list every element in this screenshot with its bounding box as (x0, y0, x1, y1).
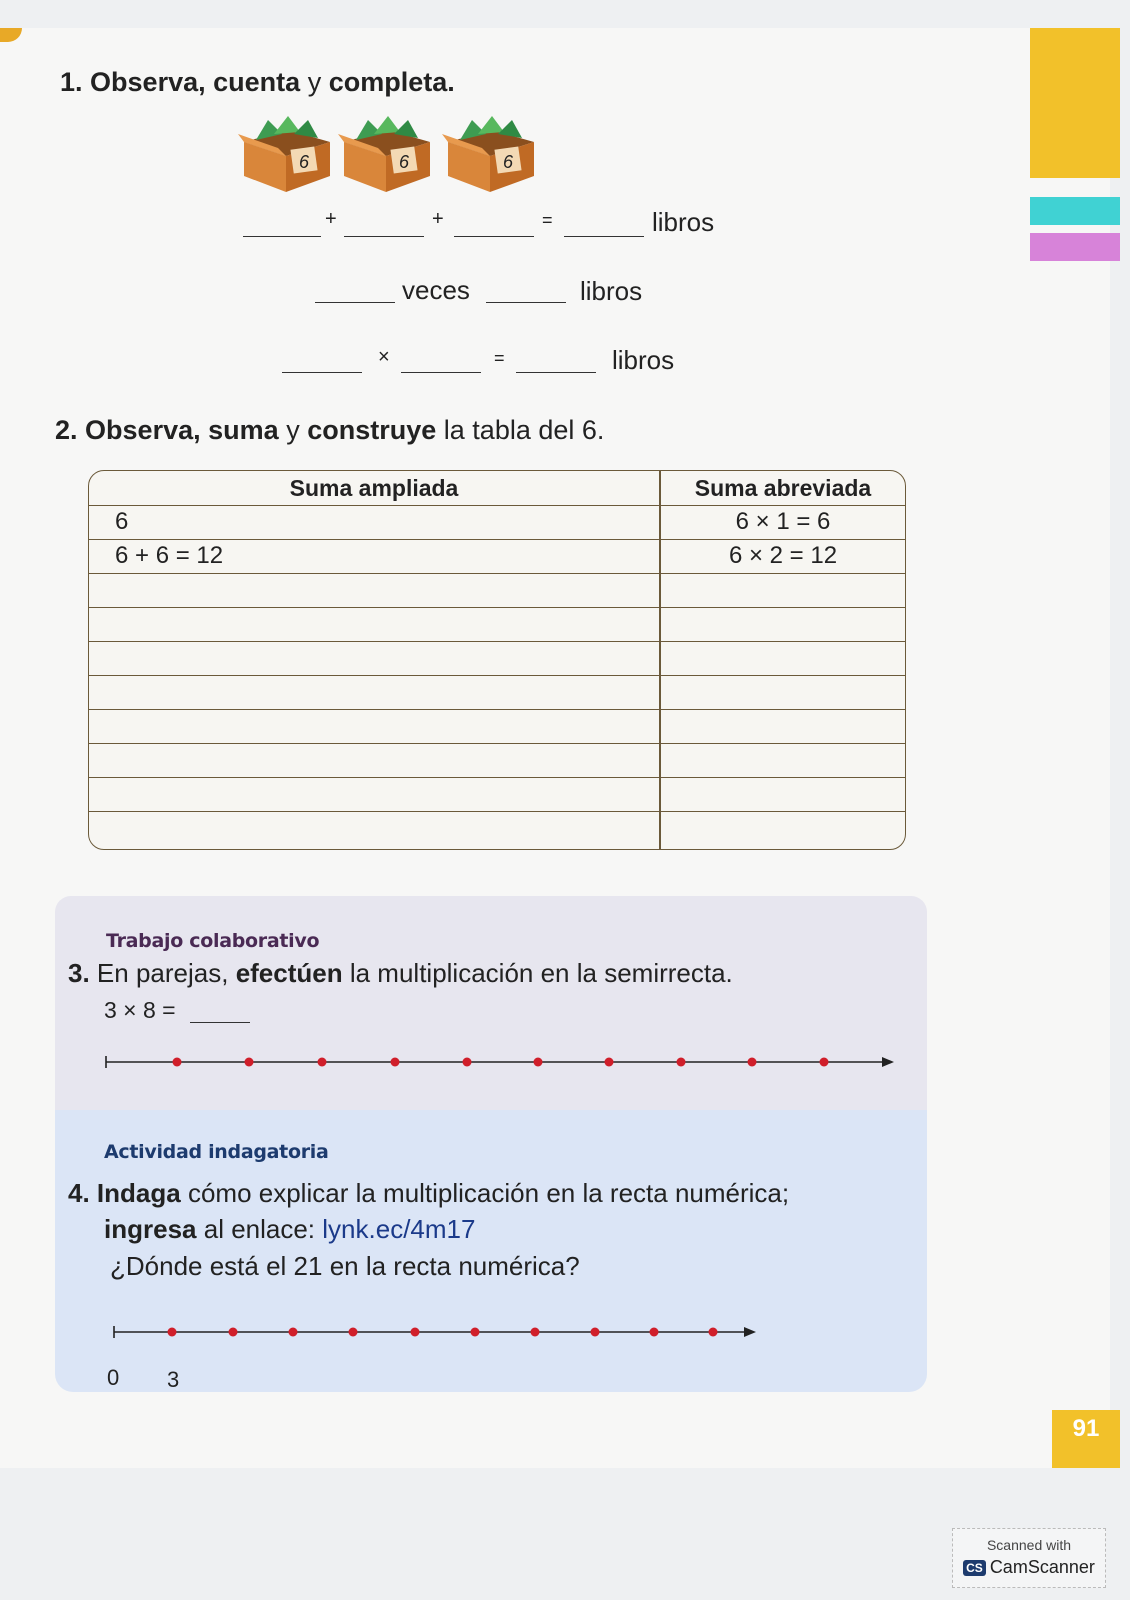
q3-line-dot (820, 1058, 829, 1067)
book-box-3 (442, 112, 538, 194)
q3-label: Trabajo colaborativo (106, 930, 320, 952)
camscanner-line2: CamScanner (989, 1557, 1095, 1577)
q3-line-dot (391, 1058, 400, 1067)
table-rule (89, 675, 905, 676)
q1-row2-unit: libros (580, 276, 643, 306)
camscanner-badge (952, 1528, 1106, 1588)
q3-line-dot (245, 1058, 254, 1067)
q1-title-part2: cuenta (213, 67, 301, 97)
svg-text:6: 6 (502, 152, 514, 172)
q2-title-part4: construye (307, 415, 437, 445)
q1-row3-equals: = (494, 348, 505, 368)
q1-row1-blank1[interactable] (243, 236, 321, 237)
svg-text:6: 6 (398, 152, 410, 172)
q3-number-line (104, 1052, 904, 1072)
q1-row1-unit: libros (652, 207, 715, 237)
q4-line-dot (709, 1328, 718, 1337)
side-tab-cyan (1030, 197, 1120, 225)
q4-line-dot (531, 1328, 540, 1337)
q1-row1-equals: = (542, 210, 553, 230)
q4-link[interactable]: lynk.ec/4m17 (322, 1214, 476, 1244)
q3-line-dot (173, 1058, 182, 1067)
collaborative-work-panel (55, 896, 927, 1110)
book-box-2 (338, 112, 434, 194)
q1-row3-times: × (378, 346, 390, 368)
side-tab-yellow (1030, 28, 1120, 178)
q1-row1-plus1: + (325, 208, 337, 230)
table-of-6 (88, 470, 906, 850)
q1-row1-blank2[interactable] (344, 236, 424, 237)
q2-number: 2. (55, 415, 78, 445)
table-header-abbreviated: Suma abreviada (694, 475, 872, 501)
q2-heading (55, 414, 604, 446)
page-number: 91 (1052, 1410, 1120, 1468)
q2-title-part5: la tabla del 6. (443, 415, 605, 445)
q1-title-part4: completa. (328, 67, 455, 97)
q4-line-dot (229, 1328, 238, 1337)
q1-row2-blank1[interactable] (315, 302, 395, 303)
q4-line2-mid: al enlace: (203, 1214, 316, 1244)
q1-row2-word: veces (402, 275, 470, 305)
q4-number-line (112, 1322, 772, 1342)
q3-line-dot (534, 1058, 543, 1067)
table-rule (89, 777, 905, 778)
q1-row3-blank1[interactable] (282, 372, 362, 373)
q3-statement (68, 957, 733, 989)
q3-text-part2: la multiplicación en la semirrecta. (349, 958, 733, 988)
q4-line1 (68, 1177, 789, 1209)
q3-line-dot (605, 1058, 614, 1067)
q4-line1-bold: Indaga (96, 1178, 181, 1208)
q1-title-part1: Observa, (90, 67, 206, 97)
q2-title-part1: Observa, (85, 415, 201, 445)
q1-heading (60, 66, 455, 98)
q4-line1-rest: cómo explicar la multiplicación en la recta numérica; (187, 1178, 790, 1208)
q1-number: 1. (60, 67, 83, 97)
camscanner-logo-icon: CS (963, 1560, 986, 1576)
q3-text-bold: efectúen (235, 958, 343, 988)
q4-question: ¿Dónde está el 21 en la recta numérica? (110, 1251, 580, 1281)
q1-row3-blank2[interactable] (401, 372, 481, 373)
q3-line-dot (748, 1058, 757, 1067)
table-cell-expanded: 6 (115, 508, 129, 535)
q2-title-part3: y (286, 415, 300, 445)
side-tab-pink (1030, 233, 1120, 261)
q4-line-dot (650, 1328, 659, 1337)
q4-line2 (104, 1213, 475, 1245)
camscanner-line1: Scanned with (986, 1537, 1072, 1553)
table-rule (89, 743, 905, 744)
q4-line-dot (471, 1328, 480, 1337)
table-rule (89, 607, 905, 608)
q2-title-part2: suma (208, 415, 279, 445)
q4-line-dot (349, 1328, 358, 1337)
q4-line2-bold: ingresa (104, 1214, 197, 1244)
table-rule (89, 641, 905, 642)
q3-line-dot (677, 1058, 686, 1067)
q3-line-dot (463, 1058, 472, 1067)
table-cell-expanded: 6 + 6 = 12 (115, 542, 224, 569)
q4-label: Actividad indagatoria (104, 1141, 329, 1163)
q3-expression: 3 × 8 = (104, 997, 176, 1023)
svg-text:6: 6 (298, 152, 310, 172)
q1-row1-blank3[interactable] (454, 236, 534, 237)
camscanner-line2-wrap (953, 1557, 1105, 1578)
table-header-expanded: Suma ampliada (289, 475, 459, 501)
table-cell-abbreviated: 6 × 2 = 12 (728, 542, 838, 569)
q4-tick-3: 3 (167, 1367, 180, 1392)
q1-row2-blank2[interactable] (486, 302, 566, 303)
q3-line-dot (318, 1058, 327, 1067)
q4-line-dot (591, 1328, 600, 1337)
q4-tick-0: 0 (107, 1365, 120, 1390)
q1-row1-blank4[interactable] (564, 236, 644, 237)
book-box-1 (238, 112, 334, 194)
q4-line-dot (168, 1328, 177, 1337)
table-cell-abbreviated: 6 × 1 = 6 (735, 508, 831, 535)
q1-row1-plus2: + (432, 208, 444, 230)
q4-line-dot (411, 1328, 420, 1337)
table-rule (89, 709, 905, 710)
q4-number: 4. (68, 1178, 90, 1208)
q3-text-part1: En parejas, (96, 958, 229, 988)
q4-line-dot (289, 1328, 298, 1337)
q3-answer-blank[interactable] (190, 1022, 250, 1023)
table-rule (89, 811, 905, 812)
q1-title-part3: y (307, 67, 322, 97)
q1-row3-blank3[interactable] (516, 372, 596, 373)
q3-number: 3. (68, 958, 90, 988)
q1-row3-unit: libros (612, 345, 675, 375)
table-rule (89, 573, 905, 574)
